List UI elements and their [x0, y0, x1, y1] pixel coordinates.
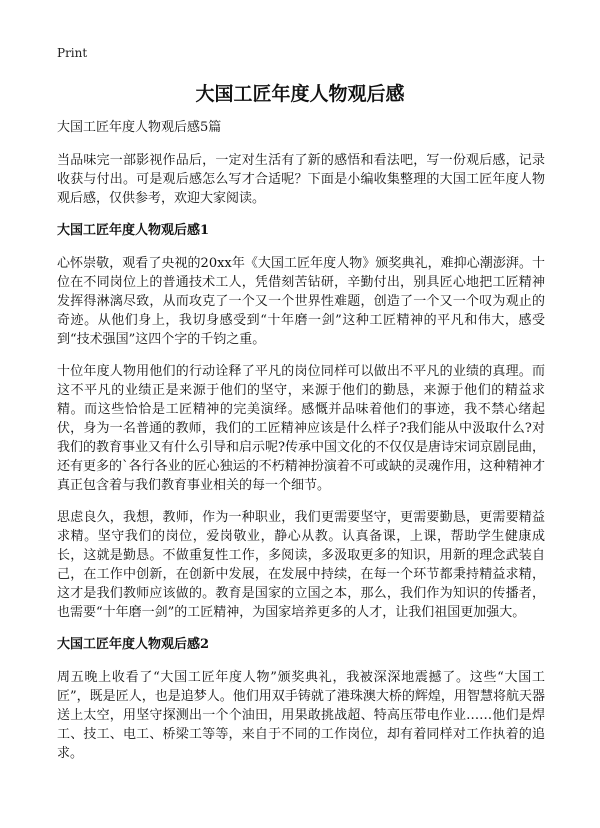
section-heading-2: 大国工匠年度人物观后感2 — [57, 637, 210, 652]
article-body — [57, 118, 545, 776]
section-heading-1: 大国工匠年度人物观后感1 — [57, 223, 210, 238]
print-link[interactable]: Print — [57, 46, 88, 60]
section-1-paragraph-3: 思虑良久，我想，教师，作为一种职业，我们更需要坚守，更需要勤恳，更需要精益求精。坚守我们的岗位，爱岗敬业，静心从教。认真备课，上课，帮助学生健康成长，这就是勤恳。不做重复性工作，多阅读，多汲取更多的知识，用新的理念武装自己，在工作中创新，在创新中发展，在发展中持续，在每一个环节都秉持精益求精，这才是我们教师应该做的。教育是国家的立国之本，那么，我们作为知识的传播者，也需要“十年磨一剑”的工匠精神，为国家培养更多的人才，让我们祖国更加强大。 — [57, 510, 545, 620]
section-2-paragraph-1: 周五晚上收看了“大国工匠年度人物”颁奖典礼，我被深深地震撼了。这些“大国工匠”，既是匠人，也是追梦人。他们用双手铸就了港珠澳大桥的辉煌，用智慧将航天器送上太空，用坚守探测出一个个油田，用果敢挑战超、特高压带电作业……他们是焊工、技工、电工、桥梁工等等，来自于不同的工作岗位，却有着同样对工作执着的追求。 — [57, 670, 545, 761]
article-title: 大国工匠年度人物观后感 — [195, 83, 405, 105]
section-1-paragraph-2: 十位年度人物用他们的行动诠释了平凡的岗位同样可以做出不平凡的业绩的真理。而这不平凡的业绩正是来源于他们的坚守，来源于他们的勤恳，来源于他们的精益求精。而这些恰恰是工匠精神的完美演绎。感慨并品味着他们的事迹，我不禁心绪起伏，身为一名普通的教师，我们的工匠精神应该是什么样子?我们能从中汲取什么?对我们的教育事业又有什么引导和启示呢?传承中国文化的不仅仅是唐诗宋词京剧昆曲，还有更多的`各行各业的匠心独运的不朽精神扮演着不可或缺的灵魂作用，这种精神才真正包含着与我们教育事业相关的每一个细节。 — [57, 364, 545, 493]
section-1-paragraph-1: 心怀崇敬，观看了央视的20xx年《大国工匠年度人物》颁奖典礼，难抑心潮澎湃。十位在不同岗位上的普通技术工人，凭借刻苦钻研，辛勤付出，别具匠心地把工匠精神发挥得淋漓尽致，从而攻克了一个又一个世界性难题，创造了一个又一个叹为观止的奇迹。从他们身上，我切身感受到“十年磨一剑”这种工匠精神的平凡和伟大，感受到“技术强国”这四个字的千钧之重。 — [57, 256, 545, 347]
intro-paragraph: 当品味完一部影视作品后，一定对生活有了新的感悟和看法吧，写一份观后感，记录收获与付出。可是观后感怎么写才合适呢？下面是小编收集整理的大国工匠年度人物观后感，仅供参考，欢迎大家阅读。 — [57, 153, 545, 206]
article-subtitle: 大国工匠年度人物观后感5篇 — [57, 120, 222, 135]
